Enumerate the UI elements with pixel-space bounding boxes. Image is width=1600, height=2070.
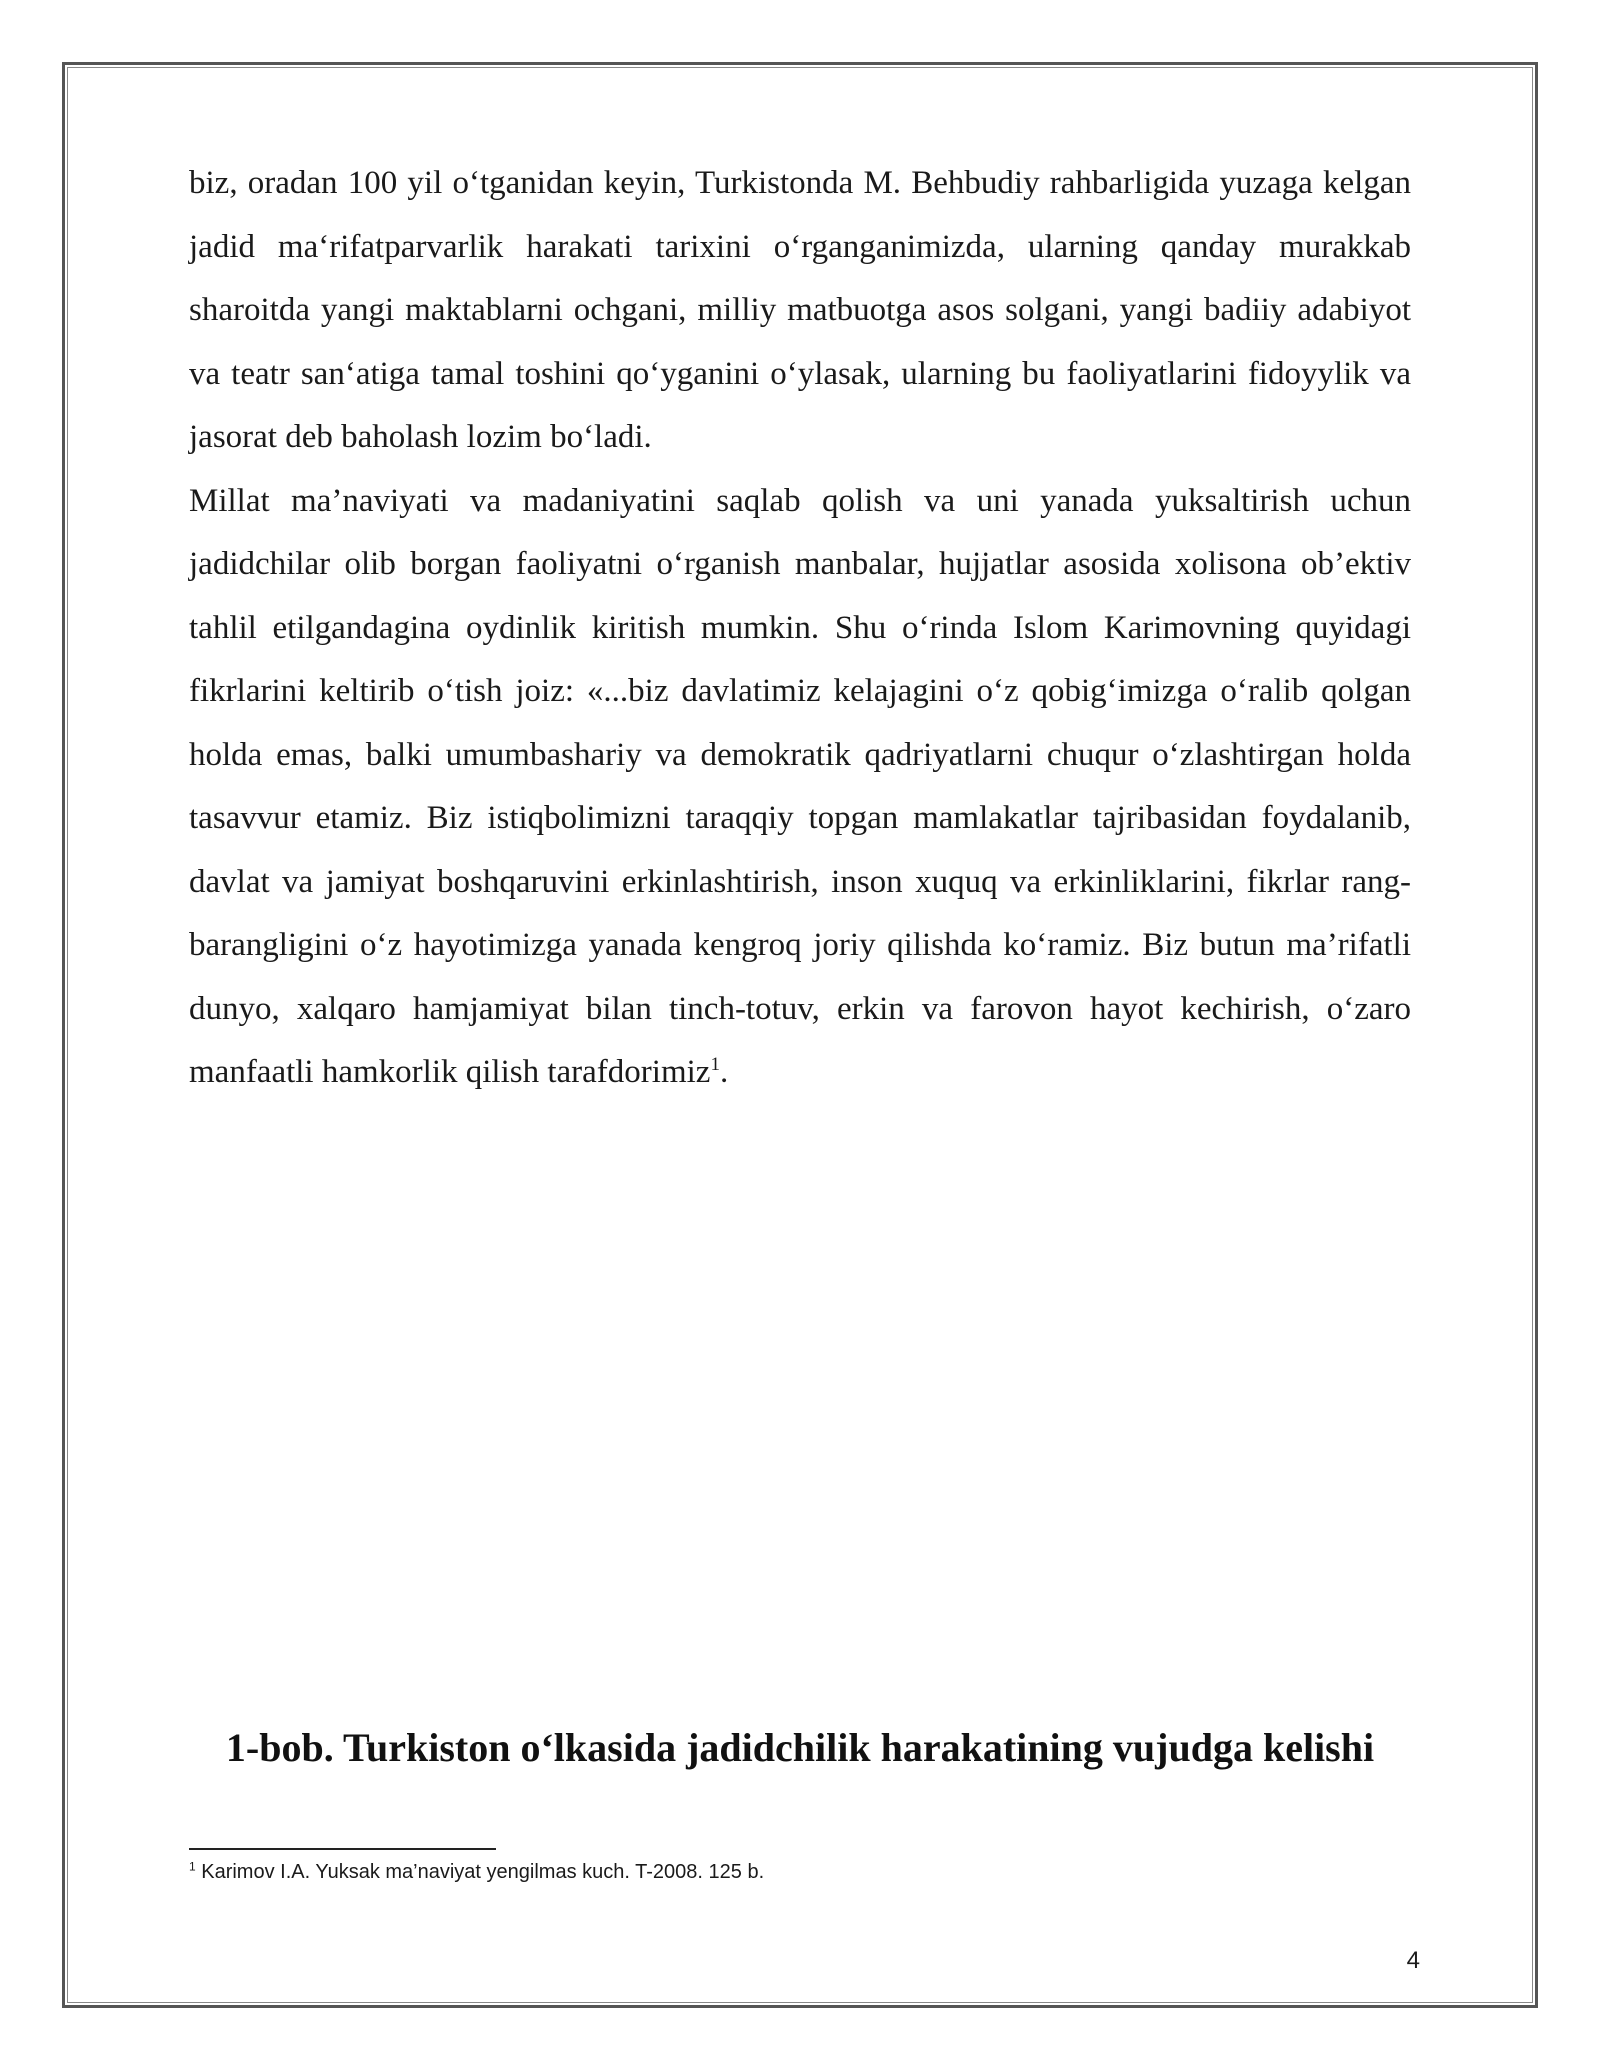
paragraph-end: . bbox=[719, 1054, 729, 1090]
footnote-marker: 1 bbox=[189, 1859, 196, 1874]
main-text bbox=[189, 152, 1411, 1105]
page-number: 4 bbox=[1406, 1947, 1420, 1974]
footnote-reference[interactable]: 1 bbox=[710, 1054, 720, 1075]
paragraph bbox=[189, 152, 1411, 470]
footnote-separator bbox=[189, 1848, 496, 1850]
paragraph-text: Millat ma’naviyati va madaniyatini saqlab qolish va uni yanada yuksaltirish uchun jadidchilar olib borgan faoliyatni o‘rganish manbalar, hujjatlar asosida xolisona ob’ektiv tahlil etilgandagina oydinlik kiritish mumkin. Shu o‘rinda Islom Karimovning quyidagi fikrlarini keltirib o‘tish joiz: «...biz davlatimiz kelajagini o‘z qobig‘imizga o‘ralib qolgan holda emas, balki umumbashariy va demokratik qadriyatlarni chuqur o‘zlashtirgan holda tasavvur etamiz. Biz istiqbolimizni taraqqiy topgan mamlakatlar tajribasidan foydalanib, davlat va jamiyat boshqaruvini erkinlashtirish, inson xuquq va erkinliklarini, fikrlar rang-barangligini o‘z hayotimizga yanada kengroq joriy qilishda ko‘ramiz. Biz butun ma’rifatli dunyo, xalqaro hamjamiyat bilan tinch-totuv, erkin va farovon hayot kechirish, o‘zaro manfaatli hamkorlik qilish tarafdorimiz bbox=[189, 482, 1411, 1090]
chapter-heading: 1-bob. Turkiston o‘lkasida jadidchilik harakatining vujudga kelishi bbox=[225, 1725, 1375, 1770]
paragraph bbox=[189, 470, 1411, 1105]
footnote bbox=[189, 1858, 1411, 1886]
footnote-text: Karimov I.A. Yuksak ma’naviyat yengilmas kuch. T-2008. 125 b. bbox=[195, 1861, 765, 1883]
paragraph-text: biz, oradan 100 yil o‘tganidan keyin, Turkistonda M. Behbudiy rahbarligida yuzaga kelgan jadid ma‘rifatparvarlik harakati tarixini o‘rganganimizda, ularning qanday murakkab sharoitda yangi maktablarni ochgani, milliy matbuotga asos solgani, yangi badiiy adabiyot va teatr san‘atiga tamal toshini qo‘yganini o‘ylasak, ularning bu faoliyatlarini fidoyylik va jasorat deb baholash lozim bo‘ladi. bbox=[189, 165, 1411, 455]
